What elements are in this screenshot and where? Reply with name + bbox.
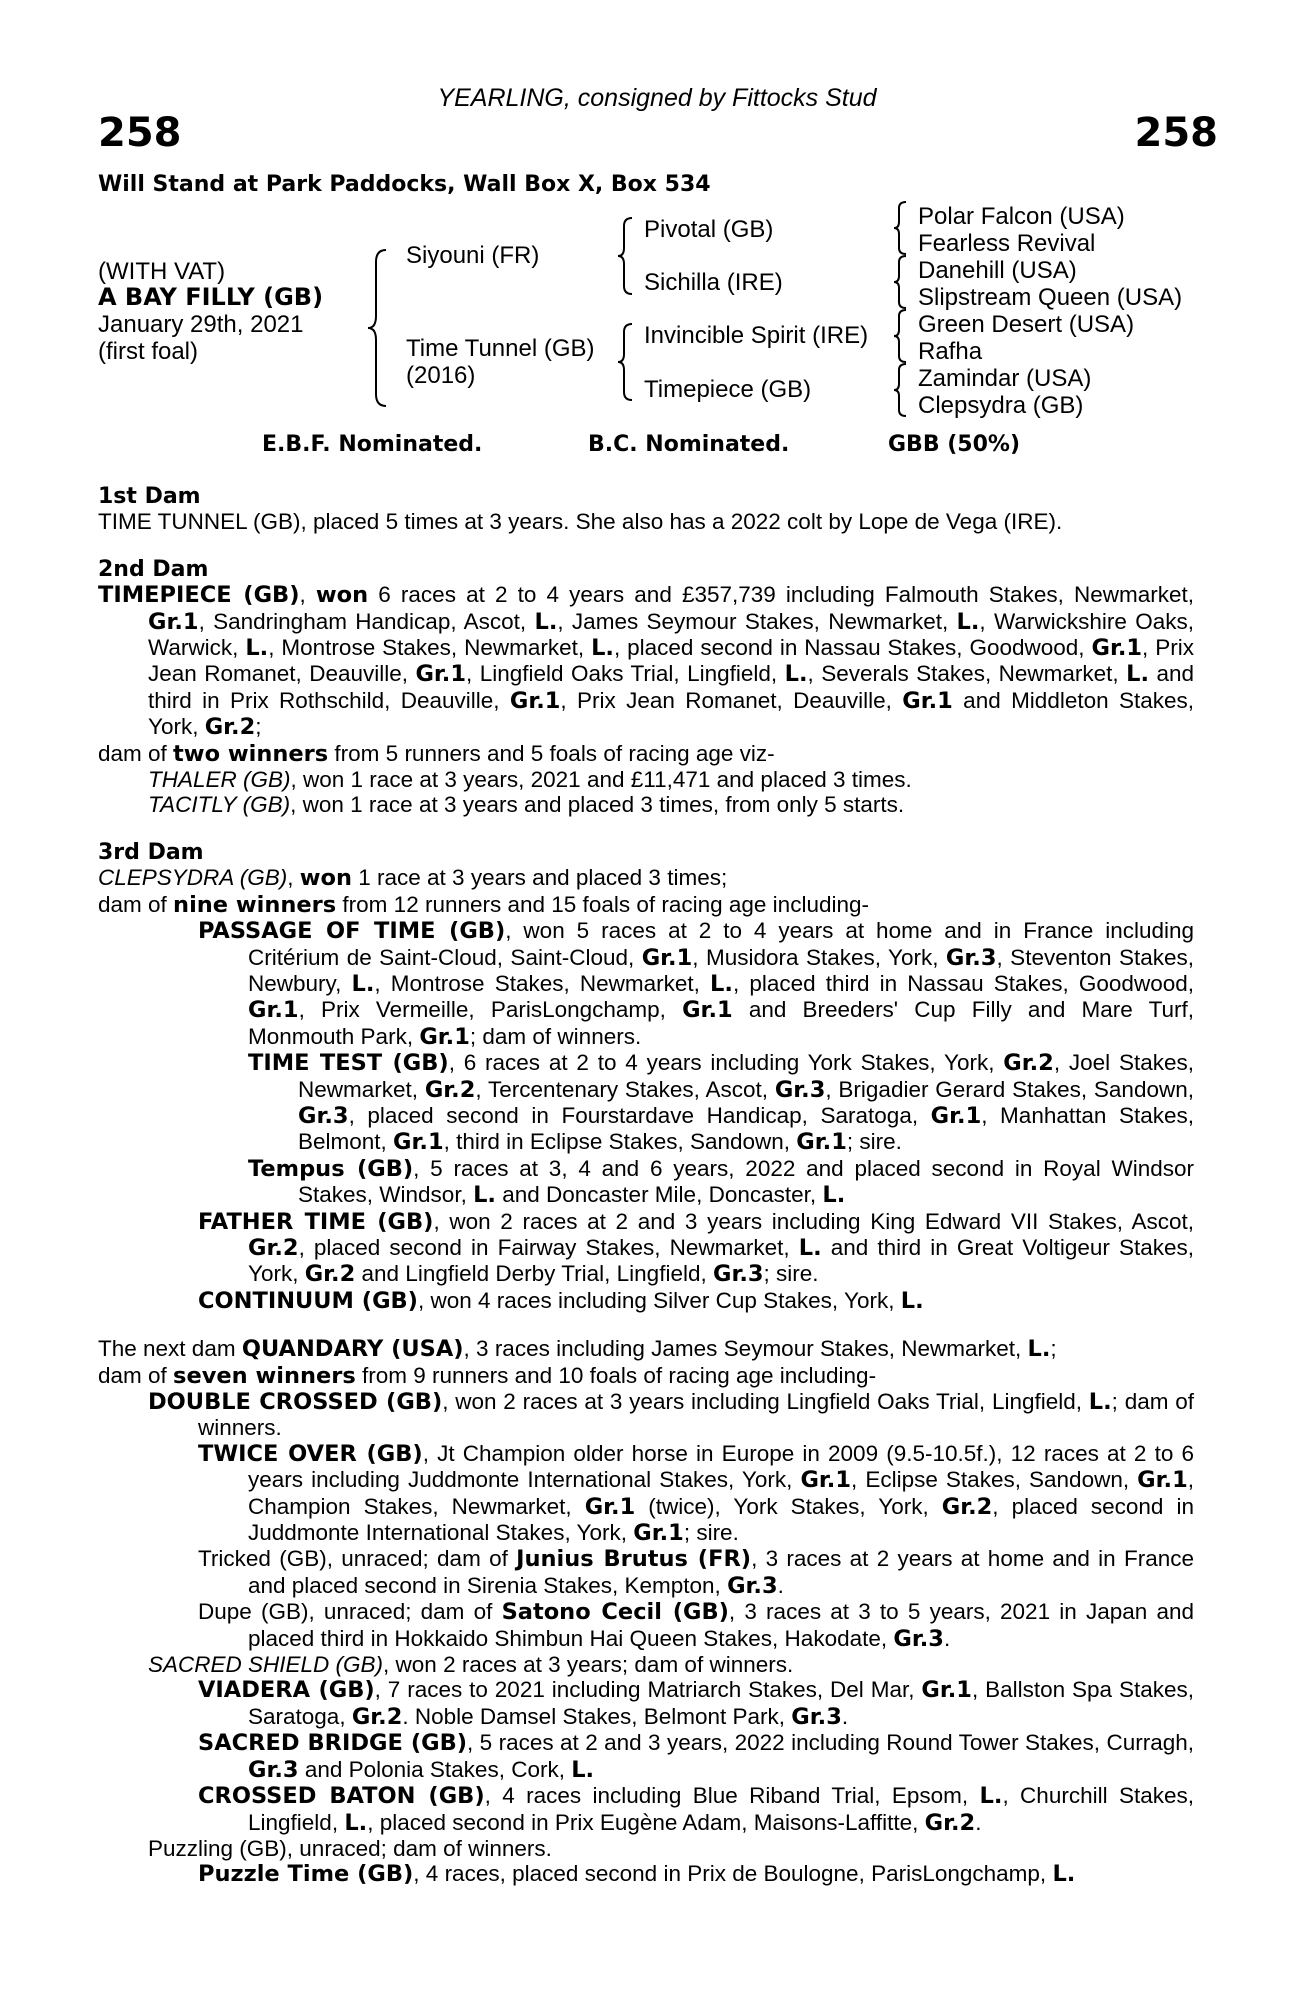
main-brace	[368, 248, 392, 408]
sire: Siyouni (FR)	[406, 242, 540, 269]
second-dam-heading: 2nd Dam	[98, 556, 209, 582]
produce-tacitly: TACITLY (GB), won 1 race at 3 years and placed 3 times, from only 5 starts.	[148, 792, 905, 818]
sdd: Slipstream Queen (USA)	[918, 284, 1183, 311]
foal-note: (first foal)	[98, 338, 199, 365]
dam-year: (2016)	[406, 362, 476, 389]
dam-brace	[618, 322, 638, 402]
produce-twice-over: TWICE OVER (GB), Jt Champion older horse in Europe in 2009 (9.5-10.5f.), 12 races at 2 to 6 years including Juddmonte International Stakes, York, Gr.1, Eclipse Stakes, Sandown, Gr.1, Champion Stakes, Newmarket, Gr.1 (twice), York Stakes, York, Gr.2, placed second in Juddmonte International Stakes, York, Gr.1; sire.	[198, 1440, 1194, 1547]
produce-crossed-baton: CROSSED BATON (GB), 4 races including Blue Riband Trial, Epsom, L., Churchill Stakes, Lingfield, L., placed second in Prix Eugène Adam, Maisons-Laffitte, Gr.2.	[198, 1783, 1194, 1836]
produce-sacred-shield: SACRED SHIELD (GB), won 2 races at 3 years; dam of winners.	[148, 1652, 794, 1678]
brace-dd	[894, 362, 910, 418]
second-dam-record: TIMEPIECE (GB), won 6 races at 2 to 4 years and £357,739 including Falmouth Stakes, Newmarket, Gr.1, Sandringham Handicap, Ascot, L., James Seymour Stakes, Newmarket, L., Warwickshire Oaks, Warwick, L., Montrose Stakes, Newmarket, L., placed second in Nassau Stakes, Goodwood, Gr.1, Prix Jean Romanet, Deauville, Gr.1, Lingfield Oaks Trial, Lingfield, L., Severals Stakes, Newmarket, L. and third in Prix Rothschild, Deauville, Gr.1, Prix Jean Romanet, Deauville, Gr.1 and Middleton Stakes, York, Gr.2;	[98, 582, 1195, 741]
sds: Danehill (USA)	[918, 257, 1077, 284]
lot-number-left: 258	[98, 110, 182, 156]
produce-sacred-bridge: SACRED BRIDGE (GB), 5 races at 2 and 3 years, 2022 including Round Tower Stakes, Curragh, Gr.3 and Polonia Stakes, Cork, L.	[198, 1730, 1195, 1783]
sire-sire: Pivotal (GB)	[644, 216, 774, 243]
dss: Green Desert (USA)	[918, 311, 1135, 338]
produce-viadera: VIADERA (GB), 7 races to 2021 including Matriarch Stakes, Del Mar, Gr.1, Ballston Spa Stakes, Saratoga, Gr.2. Noble Damsel Stakes, Belmont Park, Gr.3.	[198, 1677, 1194, 1730]
ssd: Fearless Revival	[918, 230, 1096, 257]
dam-sire: Invincible Spirit (IRE)	[644, 322, 869, 349]
produce-father-time: FATHER TIME (GB), won 2 races at 2 and 3 years including King Edward VII Stakes, Ascot, Gr.2, placed second in Fairway Stakes, Newmarket, L. and third in Great Voltigeur Stakes, York, Gr.2 and Lingfield Derby Trial, Lingfield, Gr.3; sire.	[198, 1208, 1194, 1288]
bc-nomination: B.C. Nominated.	[588, 432, 790, 457]
sss: Polar Falcon (USA)	[918, 203, 1125, 230]
produce-puzzling: Puzzling (GB), unraced; dam of winners.	[148, 1835, 552, 1861]
produce-tempus: Tempus (GB), 5 races at 3, 4 and 6 years, 2022 and placed second in Royal Windsor Stakes, Windsor, L. and Doncaster Mile, Doncaster, L.	[248, 1155, 1194, 1209]
vat-note: (WITH VAT)	[98, 258, 226, 285]
dam: Time Tunnel (GB)	[406, 335, 595, 362]
dds: Zamindar (USA)	[918, 365, 1092, 392]
brace-ds	[894, 308, 910, 364]
dam-dam: Timepiece (GB)	[644, 376, 812, 403]
dsd: Rafha	[918, 338, 983, 365]
produce-puzzle-time: Puzzle Time (GB), 4 races, placed second in Prix de Boulogne, ParisLongchamp, L.	[198, 1861, 1076, 1888]
horse-name: TIMEPIECE (GB)	[98, 582, 300, 609]
first-dam-text: TIME TUNNEL (GB), placed 5 times at 3 years. She also has a 2022 colt by Lope de Vega (IRE).	[98, 509, 1063, 535]
sire-dam: Sichilla (IRE)	[644, 269, 783, 296]
produce-time-test: TIME TEST (GB), 6 races at 2 to 4 years including York Stakes, York, Gr.2, Joel Stakes, Newmarket, Gr.2, Tercentenary Stakes, Ascot, Gr.3, Brigadier Gerard Stakes, Sandown, Gr.3, placed second in Fourstardave Handicap, Saratoga, Gr.1, Manhattan Stakes, Belmont, Gr.1, third in Eclipse Stakes, Sandown, Gr.1; sire.	[248, 1050, 1194, 1156]
gbb-note: GBB (50%)	[888, 432, 1021, 457]
produce-dupe: Dupe (GB), unraced; dam of Satono Cecil (GB), 3 races at 3 to 5 years, 2021 in Japan and placed third in Hokkaido Shimbun Hai Queen Stakes, Hakodate, Gr.3.	[198, 1599, 1194, 1652]
horse-name: A BAY FILLY (GB)	[98, 283, 324, 311]
produce-thaler: THALER (GB), won 1 race at 3 years, 2021 and £11,471 and placed 3 times.	[148, 767, 912, 793]
produce-tricked: Tricked (GB), unraced; dam of Junius Brutus (FR), 3 races at 2 years at home and in France and placed second in Sirenia Stakes, Kempton, Gr.3.	[198, 1546, 1194, 1599]
sire-brace	[618, 216, 638, 296]
third-dam-produce: dam of nine winners from 12 runners and 15 foals of racing age including-	[98, 891, 869, 918]
ebf-nomination: E.B.F. Nominated.	[262, 432, 483, 457]
brace-sd	[894, 254, 910, 310]
brace-ss	[894, 200, 910, 256]
next-dam-produce: dam of seven winners from 9 runners and 10 foals of racing age including-	[98, 1362, 877, 1389]
produce-record	[98, 462, 1194, 1888]
lot-number-right: 258	[1134, 110, 1218, 156]
next-dam-record: The next dam QUANDARY (USA), 3 races including James Seymour Stakes, Newmarket, L.;	[98, 1336, 1057, 1363]
third-dam-record: CLEPSYDRA (GB), won 1 race at 3 years and placed 3 times;	[98, 865, 728, 892]
third-dam-heading: 3rd Dam	[98, 839, 204, 865]
foaling-date: January 29th, 2021	[98, 311, 304, 338]
second-dam-produce: dam of two winners from 5 runners and 5 foals of racing age viz-	[98, 740, 775, 767]
produce-passage-of-time: PASSAGE OF TIME (GB), won 5 races at 2 to 4 years at home and in France including Critérium de Saint-Cloud, Saint-Cloud, Gr.1, Musidora Stakes, York, Gr.3, Steventon Stakes, Newbury, L., Montrose Stakes, Newmarket, L., placed third in Nassau Stakes, Goodwood, Gr.1, Prix Vermeille, ParisLongchamp, Gr.1 and Breeders' Cup Filly and Mare Turf, Monmouth Park, Gr.1; dam of winners.	[198, 918, 1195, 1050]
produce-double-crossed: DOUBLE CROSSED (GB), won 2 races at 3 years including Lingfield Oaks Trial, Lingfield, L.; dam of winners.	[148, 1389, 1194, 1441]
consignment-title: YEARLING, consigned by Fittocks Stud	[437, 84, 877, 112]
produce-continuum: CONTINUUM (GB), won 4 races including Silver Cup Stakes, York, L.	[198, 1287, 924, 1314]
first-dam-heading: 1st Dam	[98, 484, 201, 509]
stand-location: Will Stand at Park Paddocks, Wall Box X, Box 534	[98, 172, 711, 197]
ddd: Clepsydra (GB)	[918, 392, 1084, 419]
